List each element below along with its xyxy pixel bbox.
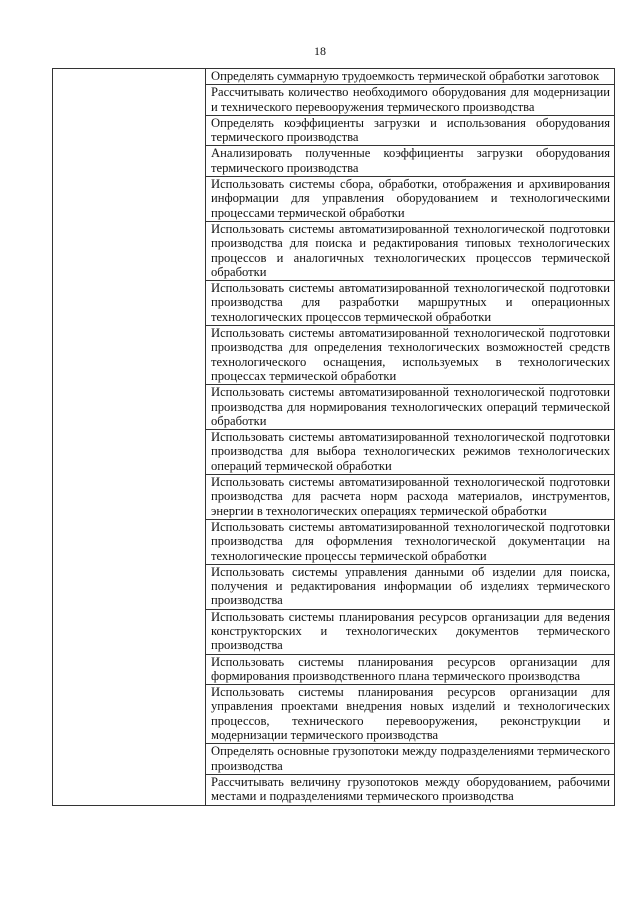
skill-item: Использовать системы сбора, обработки, отображения и архивирования информации для управления оборудованием и технологическими процессами термической обработки (206, 177, 614, 222)
skill-item: Анализировать полученные коэффициенты загрузки оборудования термического производства (206, 146, 614, 177)
skill-item: Использовать системы автоматизированной технологической подготовки производства для выбора технологических режимов технологических операций термической обработки (206, 430, 614, 475)
skill-item: Рассчитывать количество необходимого оборудования для модернизации и технического перевооружения термического производства (206, 85, 614, 116)
skill-item: Использовать системы планирования ресурсов организации для формирования производственного плана термического производства (206, 655, 614, 686)
left-column-cell (53, 69, 206, 806)
skills-table (52, 68, 615, 806)
skill-item: Использовать системы управления данными об изделии для поиска, получения и редактирования информации об изделиях термического производства (206, 565, 614, 610)
skill-item: Использовать системы автоматизированной технологической подготовки производства для разработки маршрутных и операционных технологических процессов термической обработки (206, 281, 614, 326)
skill-item: Использовать системы планирования ресурсов организации для ведения конструкторских и технологических документов термического производства (206, 610, 614, 655)
skill-item: Использовать системы планирования ресурсов организации для управления проектами внедрения новых изделий и технологических процессов, технического перевооружения, реконструкции и модернизации термического производства (206, 685, 614, 744)
skill-item: Использовать системы автоматизированной технологической подготовки производства для расчета норм расхода материалов, инструментов, энергии в технологических операциях термической обработки (206, 475, 614, 520)
skill-item: Определять суммарную трудоемкость термической обработки заготовок (206, 69, 614, 85)
table-row (53, 69, 615, 806)
skill-item: Использовать системы автоматизированной технологической подготовки производства для определения технологических возможностей средств технологического оснащения, используемых в технологических процессах термической обработки (206, 326, 614, 385)
skill-item: Рассчитывать величину грузопотоков между оборудованием, рабочими местами и подразделениями термического производства (211, 774, 610, 804)
skill-item: Определять основные грузопотоки между подразделениями термического производства (206, 744, 614, 775)
skill-item: Определять коэффициенты загрузки и использования оборудования термического производства (206, 116, 614, 147)
skill-item: Использовать системы автоматизированной технологической подготовки производства для поиска и редактирования типовых технологических процессов и аналогичных технологических процессов термической обработки (206, 222, 614, 281)
skill-item: Использовать системы автоматизированной технологической подготовки производства для нормирования технологических операций термической обработки (206, 385, 614, 430)
skill-item: Использовать системы автоматизированной технологической подготовки производства для оформления технологической документации на технологические процессы термической обработки (206, 520, 614, 565)
skills-column-cell (206, 69, 615, 806)
page-number: 18 (314, 44, 326, 58)
